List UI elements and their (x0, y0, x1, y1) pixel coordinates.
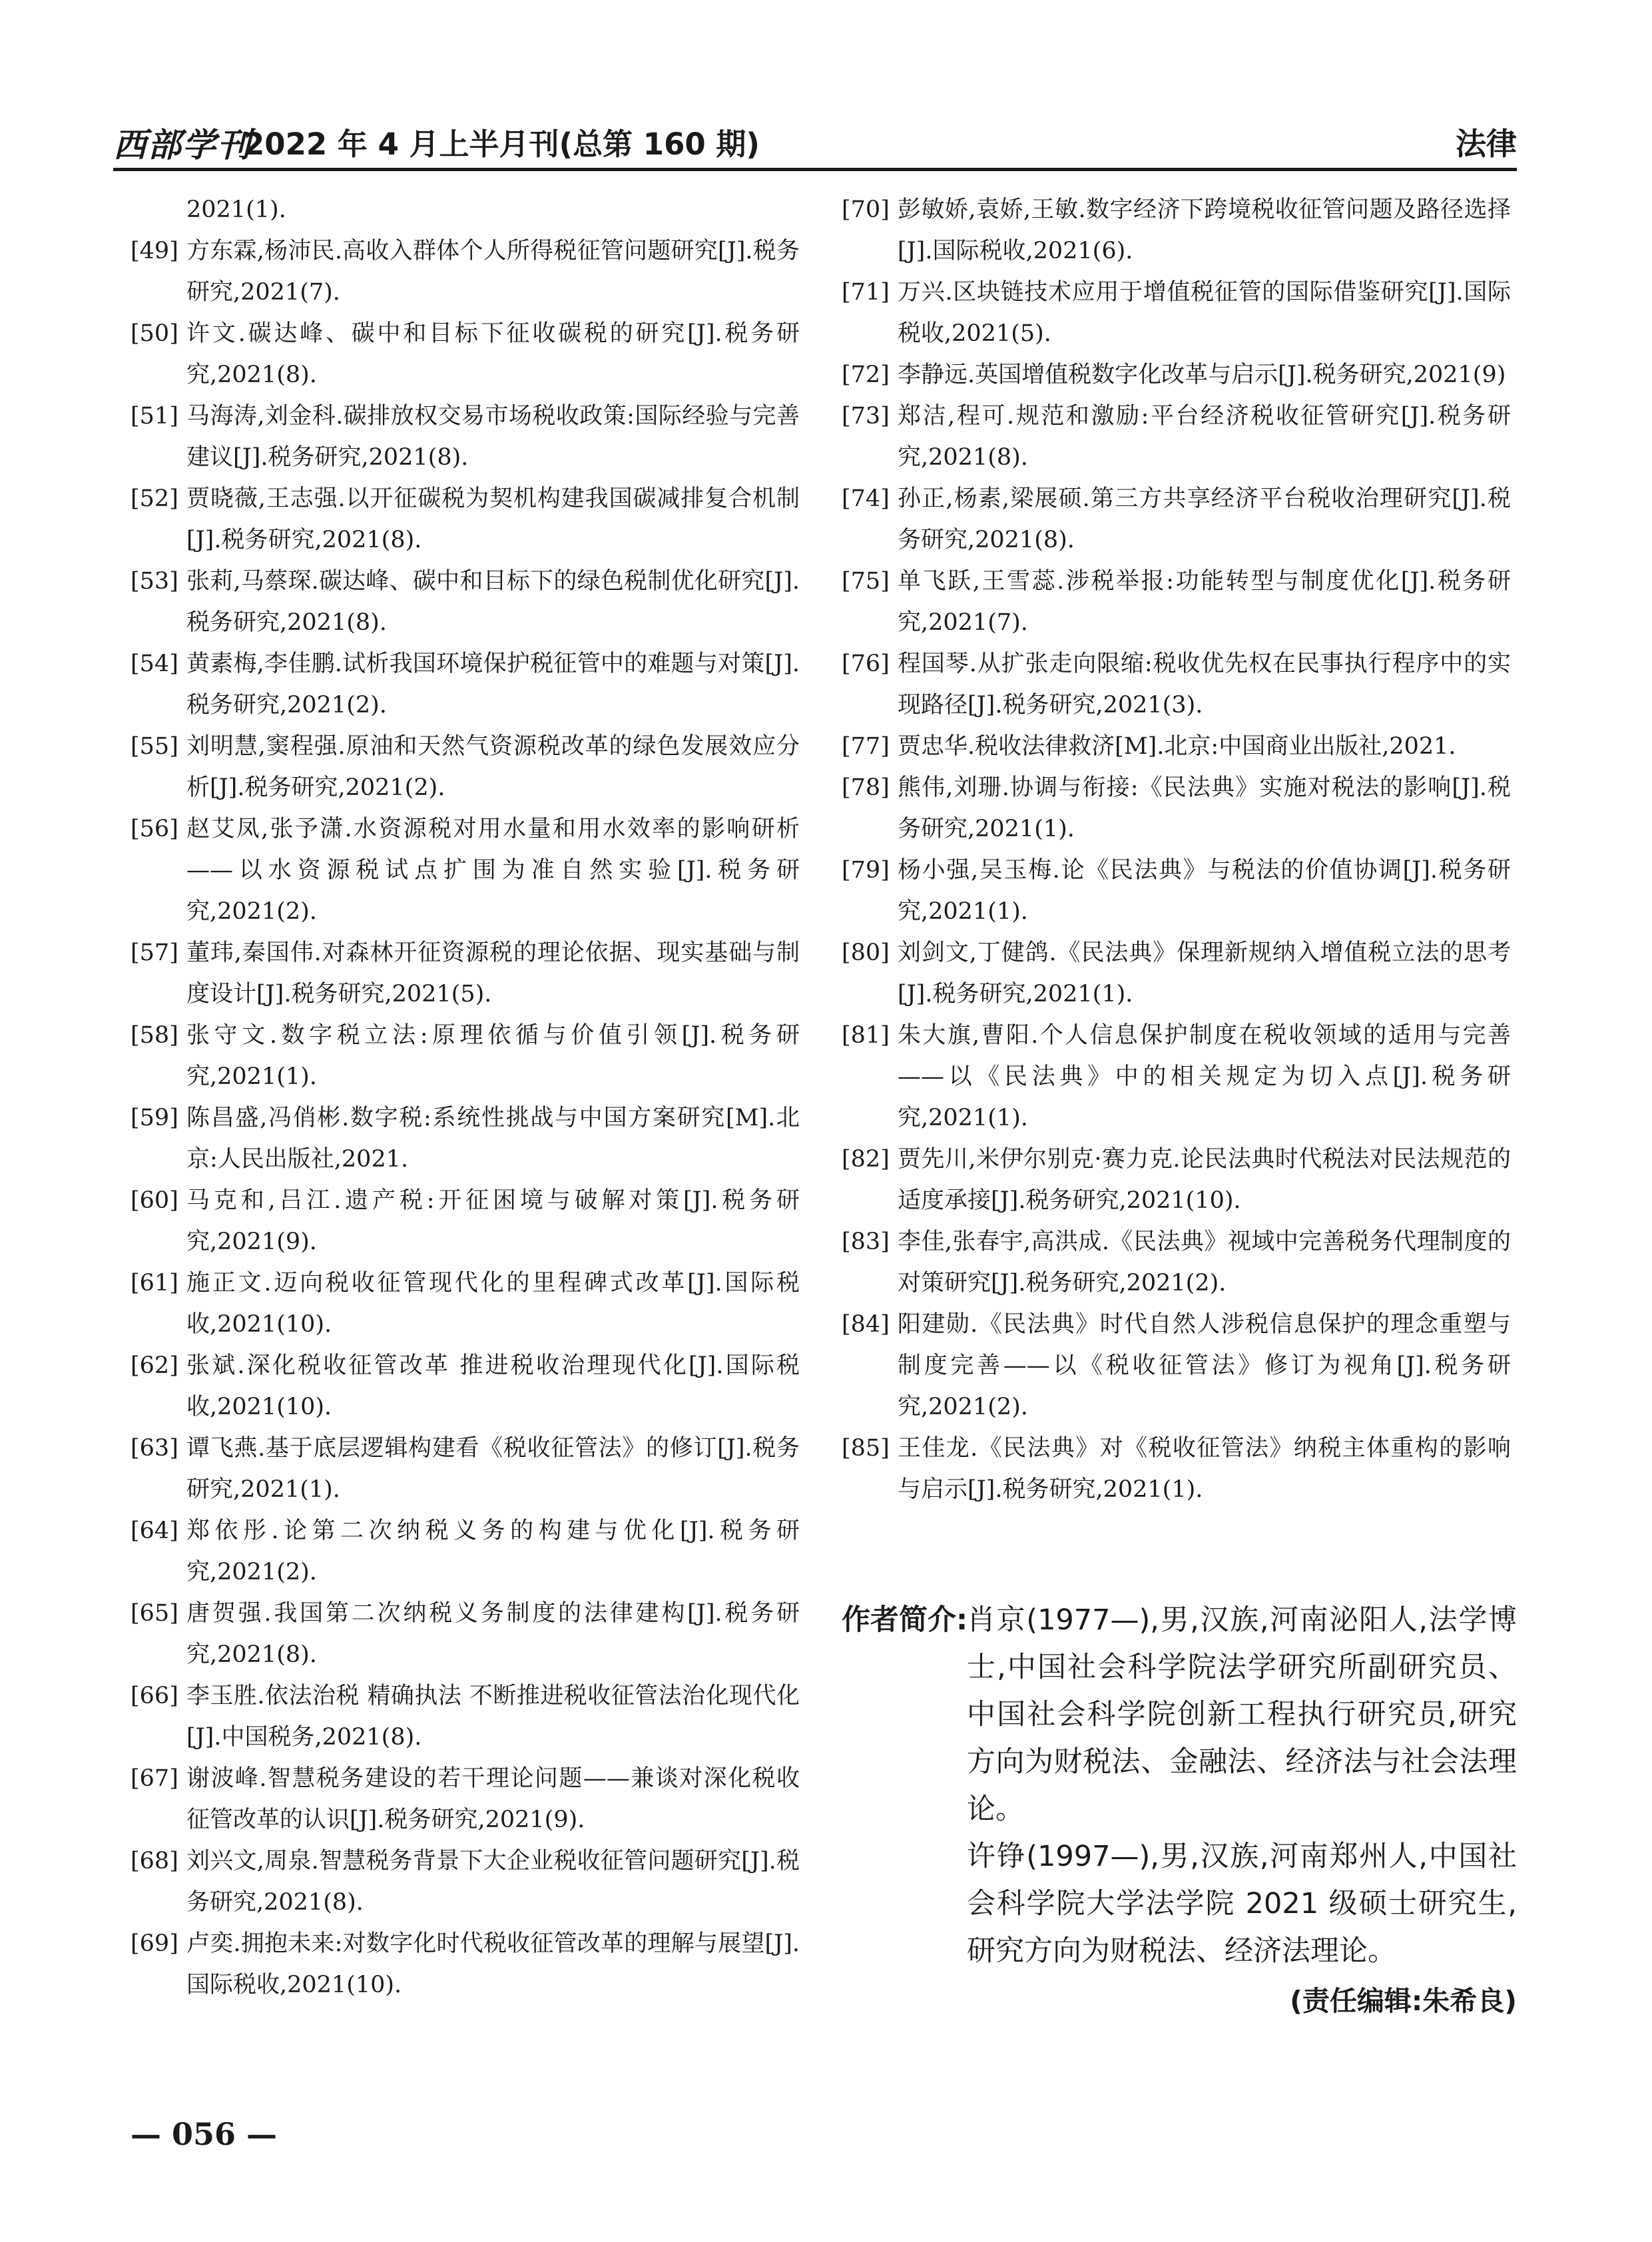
reference-text: 刘兴文,周泉.智慧税务背景下大企业税收征管问题研究[J].税务研究,2021(8). (186, 1848, 800, 1916)
reference-text: 阳建勋.《民法典》时代自然人涉税信息保护的理念重塑与制度完善——以《税收征管法》修订为视角[J].税务研究,2021(2). (898, 1311, 1511, 1420)
reference-number: [51] (131, 403, 178, 429)
reference-item (131, 396, 800, 478)
reference-text: 贾晓薇,王志强.以开征碳税为契机构建我国碳减排复合机制[J].税务研究,2021(8). (186, 485, 800, 553)
reference-text: 方东霖,杨沛民.高收入群体个人所得税征管问题研究[J].税务研究,2021(7). (186, 238, 800, 306)
reference-item (131, 1593, 800, 1675)
journal-name: 西部学刊 (113, 125, 252, 164)
reference-number: [79] (842, 857, 890, 884)
reference-item (131, 1180, 800, 1262)
reference-item (131, 643, 800, 726)
reference-text: 张斌.深化税收征管改革 推进税收治理现代化[J].国际税收,2021(10). (186, 1352, 800, 1420)
reference-item (131, 230, 800, 313)
section-name: 法律 (1456, 126, 1517, 162)
reference-item (842, 272, 1511, 354)
reference-number: [54] (131, 651, 178, 677)
reference-number: [85] (842, 1435, 890, 1462)
responsible-editor: (责任编辑:朱希良) (1290, 1985, 1517, 2017)
reference-continuation: 2021(1). (186, 196, 286, 223)
reference-text: 赵艾凤,张予潇.水资源税对用水量和用水效率的影响研析——以水资源税试点扩围为准自然实验[J].税务研究,2021(2). (186, 816, 800, 925)
reference-item (842, 643, 1511, 726)
reference-item (131, 478, 800, 561)
reference-text: 张守文.数字税立法:原理依循与价值引领[J].税务研究,2021(1). (186, 1022, 800, 1090)
reference-number: [77] (842, 733, 890, 760)
reference-item (842, 1221, 1511, 1304)
reference-number: [80] (842, 940, 890, 966)
reference-text: 刘明慧,窦程强.原油和天然气资源税改革的绿色发展效应分析[J].税务研究,2021(2). (186, 733, 800, 801)
reference-number: [62] (131, 1352, 178, 1379)
reference-text: 黄素梅,李佳鹏.试析我国环境保护税征管中的难题与对策[J].税务研究,2021(2). (186, 651, 800, 718)
header-rule (113, 168, 1517, 171)
reference-text: 马克和,吕江.遗产税:开征困境与破解对策[J].税务研究,2021(9). (186, 1187, 800, 1255)
reference-text: 唐贺强.我国第二次纳税义务制度的法律建构[J].税务研究,2021(8). (186, 1600, 800, 1668)
reference-number: [57] (131, 940, 178, 966)
reference-number: [76] (842, 651, 890, 677)
reference-number: [61] (131, 1270, 178, 1296)
running-header (113, 119, 1517, 165)
reference-text: 马海涛,刘金科.碳排放权交易市场税收政策:国际经验与完善建议[J].税务研究,2021(8). (186, 403, 800, 471)
author-bio (842, 1597, 1517, 2024)
reference-item (842, 1015, 1511, 1139)
reference-text: 李玉胜.依法治税 精确执法 不断推进税收征管法治化现代化[J].中国税务,2021(8). (186, 1683, 800, 1751)
reference-number: [66] (131, 1683, 178, 1709)
author-bio-text (967, 1597, 1517, 2024)
reference-number: [58] (131, 1022, 178, 1049)
reference-text: 朱大旗,曹阳.个人信息保护制度在税收领域的适用与完善——以《民法典》中的相关规定为切入点[J].税务研究,2021(1). (898, 1022, 1511, 1131)
reference-text: 施正文.迈向税收征管现代化的里程碑式改革[J].国际税收,2021(10). (186, 1270, 800, 1338)
reference-text: 刘剑文,丁健鸽.《民法典》保理新规纳入增值税立法的思考[J].税务研究,2021(1). (898, 940, 1511, 1007)
reference-text: 卢奕.拥抱未来:对数字化时代税收征管改革的理解与展望[J].国际税收,2021(10). (186, 1930, 800, 1998)
reference-item (842, 1304, 1511, 1428)
reference-text: 谭飞燕.基于底层逻辑构建看《税收征管法》的修订[J].税务研究,2021(1). (186, 1435, 800, 1503)
reference-text: 彭敏娇,袁娇,王敏.数字经济下跨境税收征管问题及路径选择[J].国际税收,2021(6). (898, 196, 1511, 264)
right-column-references (842, 189, 1511, 1510)
author-bio-paragraph: 许铮(1997—),男,汉族,河南郑州人,中国社会科学院大学法学院 2021 级硕士研究生,研究方向为财税法、经济法理论。 (967, 1840, 1517, 1968)
left-column-references (131, 189, 800, 2006)
reference-item (131, 1428, 800, 1510)
reference-number: [59] (131, 1105, 178, 1131)
reference-item (842, 396, 1511, 478)
reference-number: [63] (131, 1435, 178, 1462)
reference-item (131, 1758, 800, 1840)
reference-text: 李佳,张春宇,高洪成.《民法典》视域中完善税务代理制度的对策研究[J].税务研究,2021(2). (898, 1229, 1511, 1296)
reference-item (131, 726, 800, 808)
reference-item (842, 478, 1511, 561)
reference-number: [74] (842, 485, 890, 512)
reference-item (131, 808, 800, 932)
reference-number: [75] (842, 568, 890, 595)
reference-number: [70] (842, 196, 890, 223)
reference-item (842, 726, 1511, 767)
reference-item (131, 1097, 800, 1180)
reference-number: [83] (842, 1229, 890, 1255)
reference-item (842, 354, 1511, 396)
reference-text: 郑洁,程可.规范和激励:平台经济税收征管研究[J].税务研究,2021(8). (898, 403, 1511, 471)
reference-item (131, 1510, 800, 1593)
reference-text: 孙正,杨素,梁展硕.第三方共享经济平台税收治理研究[J].税务研究,2021(8). (898, 485, 1511, 553)
reference-list-left (131, 230, 800, 2006)
reference-text: 贾忠华.税收法律救济[M].北京:中国商业出版社,2021. (898, 733, 1456, 760)
reference-number: [67] (131, 1765, 178, 1792)
reference-text: 郑依彤.论第二次纳税义务的构建与优化[J].税务研究,2021(2). (186, 1518, 800, 1585)
reference-text: 单飞跃,王雪蕊.涉税举报:功能转型与制度优化[J].税务研究,2021(7). (898, 568, 1511, 636)
reference-number: [78] (842, 774, 890, 801)
reference-item (842, 767, 1511, 850)
reference-item (131, 1675, 800, 1758)
reference-text: 陈昌盛,冯俏彬.数字税:系统性挑战与中国方案研究[M].北京:人民出版社,2021. (186, 1105, 800, 1173)
reference-text: 董玮,秦国伟.对森林开征资源税的理论依据、现实基础与制度设计[J].税务研究,2021(5). (186, 940, 800, 1007)
reference-number: [69] (131, 1930, 178, 1957)
reference-text: 万兴.区块链技术应用于增值税征管的国际借鉴研究[J].国际税收,2021(5). (898, 279, 1511, 347)
reference-number: [52] (131, 485, 178, 512)
reference-item (131, 932, 800, 1015)
reference-item (131, 313, 800, 396)
reference-item (131, 561, 800, 643)
reference-text: 谢波峰.智慧税务建设的若干理论问题——兼谈对深化税收征管改革的认识[J].税务研究,2021(9). (186, 1765, 800, 1833)
reference-item (131, 1015, 800, 1097)
reference-item (842, 561, 1511, 643)
reference-number: [84] (842, 1311, 890, 1338)
reference-number: [65] (131, 1600, 178, 1627)
reference-item (842, 932, 1511, 1015)
reference-text: 熊伟,刘珊.协调与衔接:《民法典》实施对税法的影响[J].税务研究,2021(1). (898, 774, 1511, 842)
reference-text: 杨小强,吴玉梅.论《民法典》与税法的价值协调[J].税务研究,2021(1). (898, 857, 1511, 925)
reference-text: 王佳龙.《民法典》对《税收征管法》纳税主体重构的影响与启示[J].税务研究,2021(1). (898, 1435, 1511, 1503)
page-number: — 056 — (131, 2116, 278, 2152)
reference-text: 贾先川,米伊尔别克·赛力克.论民法典时代税法对民法规范的适度承接[J].税务研究,2021(10). (898, 1146, 1511, 1214)
reference-number: [82] (842, 1146, 890, 1173)
reference-text: 张莉,马蔡琛.碳达峰、碳中和目标下的绿色税制优化研究[J].税务研究,2021(8). (186, 568, 800, 636)
reference-number: [73] (842, 403, 890, 429)
reference-number: [53] (131, 568, 178, 595)
reference-item (131, 1262, 800, 1345)
reference-item (131, 1345, 800, 1428)
reference-text: 许文.碳达峰、碳中和目标下征收碳税的研究[J].税务研究,2021(8). (186, 320, 800, 388)
reference-number: [64] (131, 1518, 178, 1544)
reference-number: [71] (842, 279, 890, 306)
reference-item (842, 850, 1511, 932)
author-bio-label: 作者简介: (842, 1603, 968, 1637)
reference-text: 程国琴.从扩张走向限缩:税收优先权在民事执行程序中的实现路径[J].税务研究,2021(3). (898, 651, 1511, 718)
reference-item (842, 1139, 1511, 1221)
reference-number: [49] (131, 238, 178, 264)
reference-item (842, 189, 1511, 272)
reference-number: [50] (131, 320, 178, 347)
reference-number: [56] (131, 816, 178, 842)
issue-info: 2022 年 4 月上半月刊(总第 160 期) (244, 127, 760, 162)
reference-number: [60] (131, 1187, 178, 1214)
reference-number: [68] (131, 1848, 178, 1874)
reference-number: [55] (131, 733, 178, 760)
reference-item (842, 1428, 1511, 1510)
reference-text: 李静远.英国增值税数字化改革与启示[J].税务研究,2021(9) (898, 362, 1506, 388)
reference-item (131, 1840, 800, 1923)
reference-item (131, 1923, 800, 2006)
reference-number: [81] (842, 1022, 890, 1049)
author-bio-paragraph: 肖京(1977—),男,汉族,河南泌阳人,法学博士,中国社会科学院法学研究所副研究员、中国社会科学院创新工程执行研究员,研究方向为财税法、金融法、经济法与社会法理论。 (967, 1603, 1517, 1826)
reference-list-right (842, 189, 1511, 1510)
reference-number: [72] (842, 362, 890, 388)
